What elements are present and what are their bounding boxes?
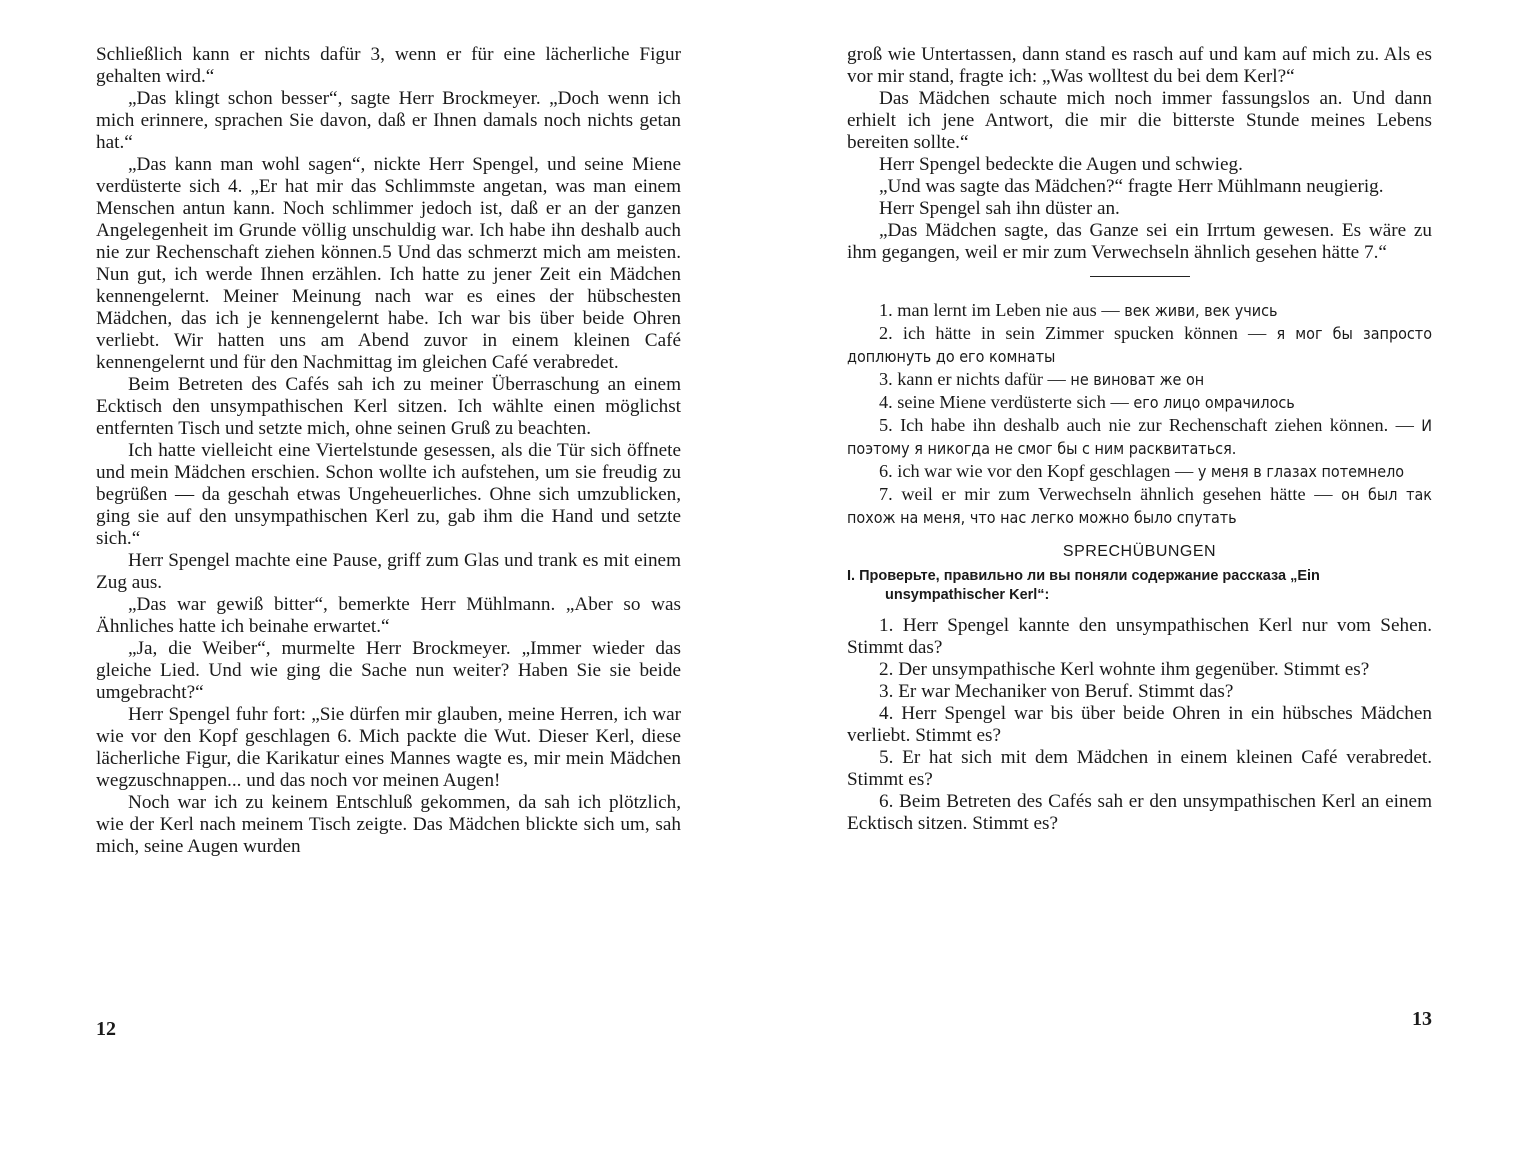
footnote-de: 3. kann er nichts dafür — <box>879 369 1066 389</box>
footnote-ru: он был так похож на меня, что нас легко можно было спутать <box>847 485 1433 527</box>
footnote-ru: его лицо омрачилось <box>1133 393 1295 412</box>
question-list <box>847 615 1432 835</box>
paragraph: Herr Spengel machte eine Pause, griff zum Glas und trank es mit einem Zug aus. <box>96 550 681 593</box>
footnotes <box>847 299 1432 529</box>
paragraph: Noch war ich zu keinem Entschluß gekommen, da sah ich plötzlich, wie der Kerl nach meinem Tisch zeigte. Das Mädchen blickte sich um, sah mich, seine Augen wurden <box>96 792 681 857</box>
paragraph: Herr Spengel fuhr fort: „Sie dürfen mir glauben, meine Herren, ich war wie vor den Kopf geschlagen 6. Mich packte die Wut. Dieser Kerl, diese lächerliche Figur, die Karikatur eines Mannes wagte es, mir mein Mädchen wegzuschnappen... und das noch vor meinen Augen! <box>96 704 681 791</box>
footnote <box>847 368 1432 391</box>
paragraph: Ich hatte vielleicht eine Viertelstunde gesessen, als die Tür sich öffnete und mein Mädchen erschien. Schon wollte ich aufstehen, um sie freudig zu begrüßen — da geschah etwas Ungeheuerliches. Ohne sich umzublicken, ging sie auf den unsympathischen Kerl zu, gab ihm die Hand und setzte sich.“ <box>96 440 681 549</box>
footnote <box>847 391 1432 414</box>
footnote-ru: я мог бы запросто доплюнуть до его комнаты <box>847 324 1432 366</box>
paragraph: „Ja, die Weiber“, murmelte Herr Brockmeyer. „Immer wieder das gleiche Lied. Und wie ging die Sache nun weiter? Haben Sie sie beide umgebracht?“ <box>96 638 681 703</box>
question: 1. Herr Spengel kannte den unsympathischen Kerl nur vom Sehen. Stimmt das? <box>847 615 1432 658</box>
page-number: 12 <box>96 1018 116 1040</box>
left-page <box>96 44 681 858</box>
exercise-instruction: I. Проверьте, правильно ли вы поняли содержание рассказа „Ein unsympathischer Kerl“: <box>847 568 1320 603</box>
footnote <box>847 460 1432 483</box>
footnote <box>847 322 1432 368</box>
footnote <box>847 414 1432 460</box>
page-number: 13 <box>1412 1008 1432 1030</box>
paragraph: groß wie Untertassen, dann stand es rasch auf und kam auf mich zu. Als es vor mir stand, fragte ich: „Was wolltest du bei dem Kerl?“ <box>847 44 1432 87</box>
question: 2. Der unsympathische Kerl wohnte ihm gegenüber. Stimmt es? <box>879 659 1370 680</box>
paragraph: „Das klingt schon besser“, sagte Herr Brockmeyer. „Doch wenn ich mich erinnere, sprachen Sie davon, daß er Ihnen damals noch nichts getan hat.“ <box>96 88 681 153</box>
paragraph: Das Mädchen schaute mich noch immer fassungslos an. Und dann erhielt ich jene Antwort, die mir die bitterste Stunde meines Lebens bereiten sollte.“ <box>847 88 1432 153</box>
footnote-de: 6. ich war wie vor den Kopf geschlagen — <box>879 461 1194 481</box>
section-title: SPRECHÜBUNGEN <box>1062 543 1217 560</box>
question: 4. Herr Spengel war bis über beide Ohren in ein hübsches Mädchen verliebt. Stimmt es? <box>847 703 1432 746</box>
paragraph: „Das war gewiß bitter“, bemerkte Herr Mühlmann. „Aber so was Ähnliches hatte ich beinahe erwartet.“ <box>96 594 681 637</box>
footnote-ru: не виноват же он <box>1070 370 1205 389</box>
paragraph: Schließlich kann er nichts dafür 3, wenn er für eine lächerliche Figur gehalten wird.“ <box>96 44 681 87</box>
footnote-ru: И поэтому я никогда не смог бы с ним расквитаться. <box>847 416 1432 458</box>
paragraph: „Das Mädchen sagte, das Ganze sei ein Irrtum gewesen. Es wäre zu ihm gegangen, weil er mir zum Verwechseln ähnlich gesehen hätte 7.“ <box>847 220 1432 263</box>
footnote-de: 2. ich hätte in sein Zimmer spucken können — <box>879 323 1267 343</box>
question: 5. Er hat sich mit dem Mädchen in einem kleinen Café verabredet. Stimmt es? <box>847 747 1432 790</box>
paragraph: Beim Betreten des Cafés sah ich zu meiner Überraschung an einem Ecktisch den unsympathischen Kerl sitzen. Ich wählte einen möglichst entfernten Tisch und setzte mich, ohne seinen Gruß zu beachten. <box>96 374 681 439</box>
footnote-de: 4. seine Miene verdüsterte sich — <box>879 392 1129 412</box>
footnote-de: 7. weil er mir zum Verwechseln ähnlich gesehen hätte — <box>879 484 1333 504</box>
right-page <box>847 44 1432 835</box>
footnote-de: 5. Ich habe ihn deshalb auch nie zur Rechenschaft ziehen können. — <box>879 415 1414 435</box>
footnote-separator <box>1090 276 1190 277</box>
question: 3. Er war Mechaniker von Beruf. Stimmt das? <box>879 681 1234 702</box>
footnote <box>847 483 1432 529</box>
footnote-de: 1. man lernt im Leben nie aus — <box>879 300 1120 320</box>
question: 6. Beim Betreten des Cafés sah er den unsympathischen Kerl an einem Ecktisch sitzen. Stimmt es? <box>847 791 1432 834</box>
footnote-ru: век живи, век учись <box>1124 301 1278 320</box>
paragraph: „Und was sagte das Mädchen?“ fragte Herr Mühlmann neugierig. <box>879 176 1384 197</box>
paragraph: Herr Spengel bedeckte die Augen und schwieg. <box>879 154 1243 175</box>
paragraph: „Das kann man wohl sagen“, nickte Herr Spengel, und seine Miene verdüsterte sich 4. „Er hat mir das Schlimmste angetan, was man einem Menschen antun kann. Noch schlimmer jedoch ist, daß er an der ganzen Angelegenheit im Grunde völlig unschuldig war. Ich habe ihn deshalb auch nie zur Rechenschaft ziehen können.5 Und das schmerzt mich am meisten. Nun gut, ich werde Ihnen erzählen. Ich hatte zu jener Zeit ein Mädchen kennengelernt. Meiner Meinung nach war es eines der hübschesten Mädchen, das ich je kennengelernt habe. Ich war bis über beide Ohren verliebt. Wir hatten uns am Abend zuvor in einem kleinen Café kennengelernt und für den Nachmittag im gleichen Café verabredet. <box>96 154 681 373</box>
footnote <box>847 299 1432 322</box>
paragraph: Herr Spengel sah ihn düster an. <box>879 198 1120 219</box>
footnote-ru: у меня в глазах потемнело <box>1197 462 1405 481</box>
